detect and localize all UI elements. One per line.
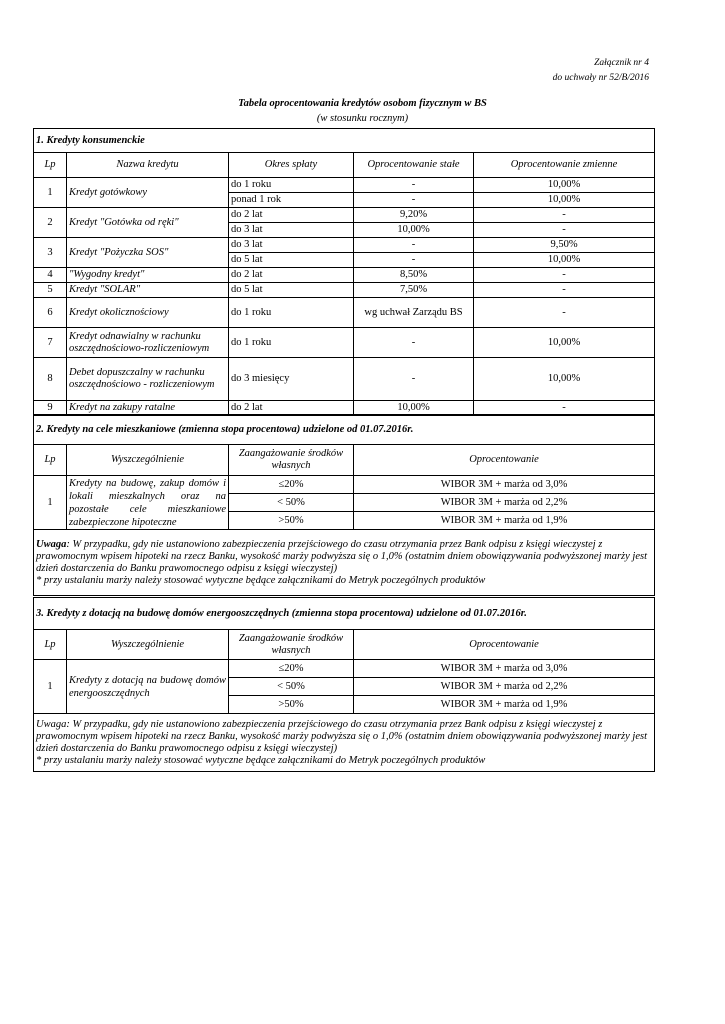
interest-rate: WIBOR 3M + marża od 3,0% [354,476,655,494]
row-lp: 6 [34,298,67,328]
loan-name: "Wygodny kredyt" [67,268,229,283]
consumer-loans-table [33,128,655,416]
fixed-rate: 9,20% [354,208,474,223]
variable-rate: - [474,223,655,238]
specification: Kredyty z dotacją na budowę domów energooszczędnych [67,660,229,714]
header-lp: Lp [34,153,67,178]
table-row [34,358,655,401]
period: do 1 roku [229,328,354,358]
header-period: Okres spłaty [229,153,354,178]
table-row [34,476,655,494]
row-lp: 9 [34,401,67,416]
own-funds: >50% [229,512,354,530]
header-loan-name: Nazwa kredytu [67,153,229,178]
variable-rate: 10,00% [474,178,655,193]
period: do 1 roku [229,178,354,193]
header-fixed-rate: Oprocentowanie stałe [354,153,474,178]
row-lp: 1 [34,476,67,530]
table-row [34,660,655,678]
note-text: Uwaga: W przypadku, gdy nie ustanowiono zabezpieczenia przejściowego do czasu otrzymania przez Bank odpisu z księgi wieczystej z prawomocnym wpisem hipoteki na rzecz Banku, wysokość marży podwyższa się o 1,0% (ostatnim dniem obowiązywania podwyższonej marży jest dzień dostarczenia do Banku prawomocnego odpisu z księgi wieczystej) [36,718,647,754]
loan-name: Kredyt odnawialny w rachunku oszczędnościowo-rozliczeniowym [67,328,229,358]
table-row [34,208,655,223]
variable-rate: - [474,268,655,283]
annex-label [553,56,649,86]
document-subtitle: (w stosunku rocznym) [316,113,409,124]
table-row [34,178,655,193]
header-own-funds: Zaangażowanie środków własnych [229,630,354,660]
row-lp: 1 [34,178,67,208]
header-interest: Oprocentowanie [354,445,655,476]
fixed-rate: - [354,253,474,268]
variable-rate: 10,00% [474,328,655,358]
row-lp: 8 [34,358,67,401]
period: do 2 lat [229,208,354,223]
loan-name: Kredyt na zakupy ratalne [67,401,229,416]
specification: Kredyty na budowę, zakup domów i lokali mieszkalnych oraz na pozostałe cele mieszkaniowe zabezpieczone hipoteczne [67,476,229,530]
table-row [34,283,655,298]
footnote: * przy ustalaniu marży należy stosować wytyczne będące załącznikami do Metryk poczególnych produktów [36,754,486,766]
own-funds: < 50% [229,494,354,512]
row-lp: 1 [34,660,67,714]
header-interest: Oprocentowanie [354,630,655,660]
period: do 5 lat [229,283,354,298]
interest-rate: WIBOR 3M + marża od 1,9% [354,512,655,530]
header-specification: Wyszczególnienie [67,630,229,660]
header-variable-rate: Oprocentowanie zmienne [474,153,655,178]
fixed-rate: - [354,178,474,193]
own-funds: ≤20% [229,660,354,678]
header-lp: Lp [34,630,67,660]
header-lp: Lp [34,445,67,476]
footnote: * przy ustalaniu marży należy stosować wytyczne będące załącznikami do Metryk poczególnych produktów [36,574,486,586]
table-row [34,238,655,253]
period: do 2 lat [229,401,354,416]
loan-name: Kredyt "Gotówka od ręki" [67,208,229,238]
variable-rate: - [474,208,655,223]
variable-rate: 10,00% [474,253,655,268]
fixed-rate: - [354,328,474,358]
fixed-rate: 10,00% [354,223,474,238]
interest-rate: WIBOR 3M + marża od 3,0% [354,660,655,678]
note-label: Uwaga [36,538,67,550]
row-lp: 2 [34,208,67,238]
fixed-rate: 7,50% [354,283,474,298]
row-lp: 4 [34,268,67,283]
loan-name: Kredyt okolicznościowy [67,298,229,328]
annex-number: Załącznik nr 4 [594,58,649,68]
section2-note [34,530,655,596]
period: do 3 lat [229,223,354,238]
section3-note [34,714,655,772]
period: do 3 lat [229,238,354,253]
header-specification: Wyszczególnienie [67,445,229,476]
variable-rate: 9,50% [474,238,655,253]
annex-resolution: do uchwały nr 52/B/2016 [552,73,649,83]
period: do 1 roku [229,298,354,328]
section2-heading: 2. Kredyty na cele mieszkaniowe (zmienna stopa procentowa) udzielone od 01.07.2016r. [34,415,655,445]
period: do 2 lat [229,268,354,283]
interest-rate: WIBOR 3M + marża od 2,2% [354,494,655,512]
housing-loans-table [33,414,655,596]
loan-name: Kredyt gotówkowy [67,178,229,208]
loan-name: Debet dopuszczalny w rachunku oszczędnościowo - rozliczeniowym [67,358,229,401]
interest-rate: WIBOR 3M + marża od 1,9% [354,696,655,714]
period: ponad 1 rok [229,193,354,208]
row-lp: 3 [34,238,67,268]
own-funds: < 50% [229,678,354,696]
energy-efficient-loans-table [33,597,655,772]
table-row [34,268,655,283]
fixed-rate: 8,50% [354,268,474,283]
table-row [34,328,655,358]
table-row [34,298,655,328]
variable-rate: - [474,298,655,328]
fixed-rate: 10,00% [354,401,474,416]
variable-rate: 10,00% [474,193,655,208]
section3-heading: 3. Kredyty z dotacją na budowę domów energooszczędnych (zmienna stopa procentowa) udzielone od 01.07.2016r. [34,598,655,630]
period: do 5 lat [229,253,354,268]
row-lp: 7 [34,328,67,358]
document-title: Tabela oprocentowania kredytów osobom fizycznym w BS [238,98,487,109]
section1-heading: 1. Kredyty konsumenckie [34,129,655,153]
fixed-rate: - [354,193,474,208]
variable-rate: - [474,283,655,298]
variable-rate: - [474,401,655,416]
loan-name: Kredyt "Pożyczka SOS" [67,238,229,268]
fixed-rate: wg uchwał Zarządu BS [354,298,474,328]
own-funds: >50% [229,696,354,714]
row-lp: 5 [34,283,67,298]
note-text: : W przypadku, gdy nie ustanowiono zabezpieczenia przejściowego do czasu otrzymania przez Bank odpisu z księgi wieczystej z prawomocnym wpisem hipoteki na rzecz Banku, wysokość marży podwyższa się o 1,0% (ostatnim dniem obowiązywania podwyższonej marży jest dzień dostarczenia do Banku prawomocnego odpisu z księgi wieczystej) [36,538,647,574]
fixed-rate: - [354,358,474,401]
header-own-funds: Zaangażowanie środków własnych [229,445,354,476]
variable-rate: 10,00% [474,358,655,401]
own-funds: ≤20% [229,476,354,494]
loan-name: Kredyt "SOLAR" [67,283,229,298]
period: do 3 miesięcy [229,358,354,401]
interest-rate: WIBOR 3M + marża od 2,2% [354,678,655,696]
fixed-rate: - [354,238,474,253]
